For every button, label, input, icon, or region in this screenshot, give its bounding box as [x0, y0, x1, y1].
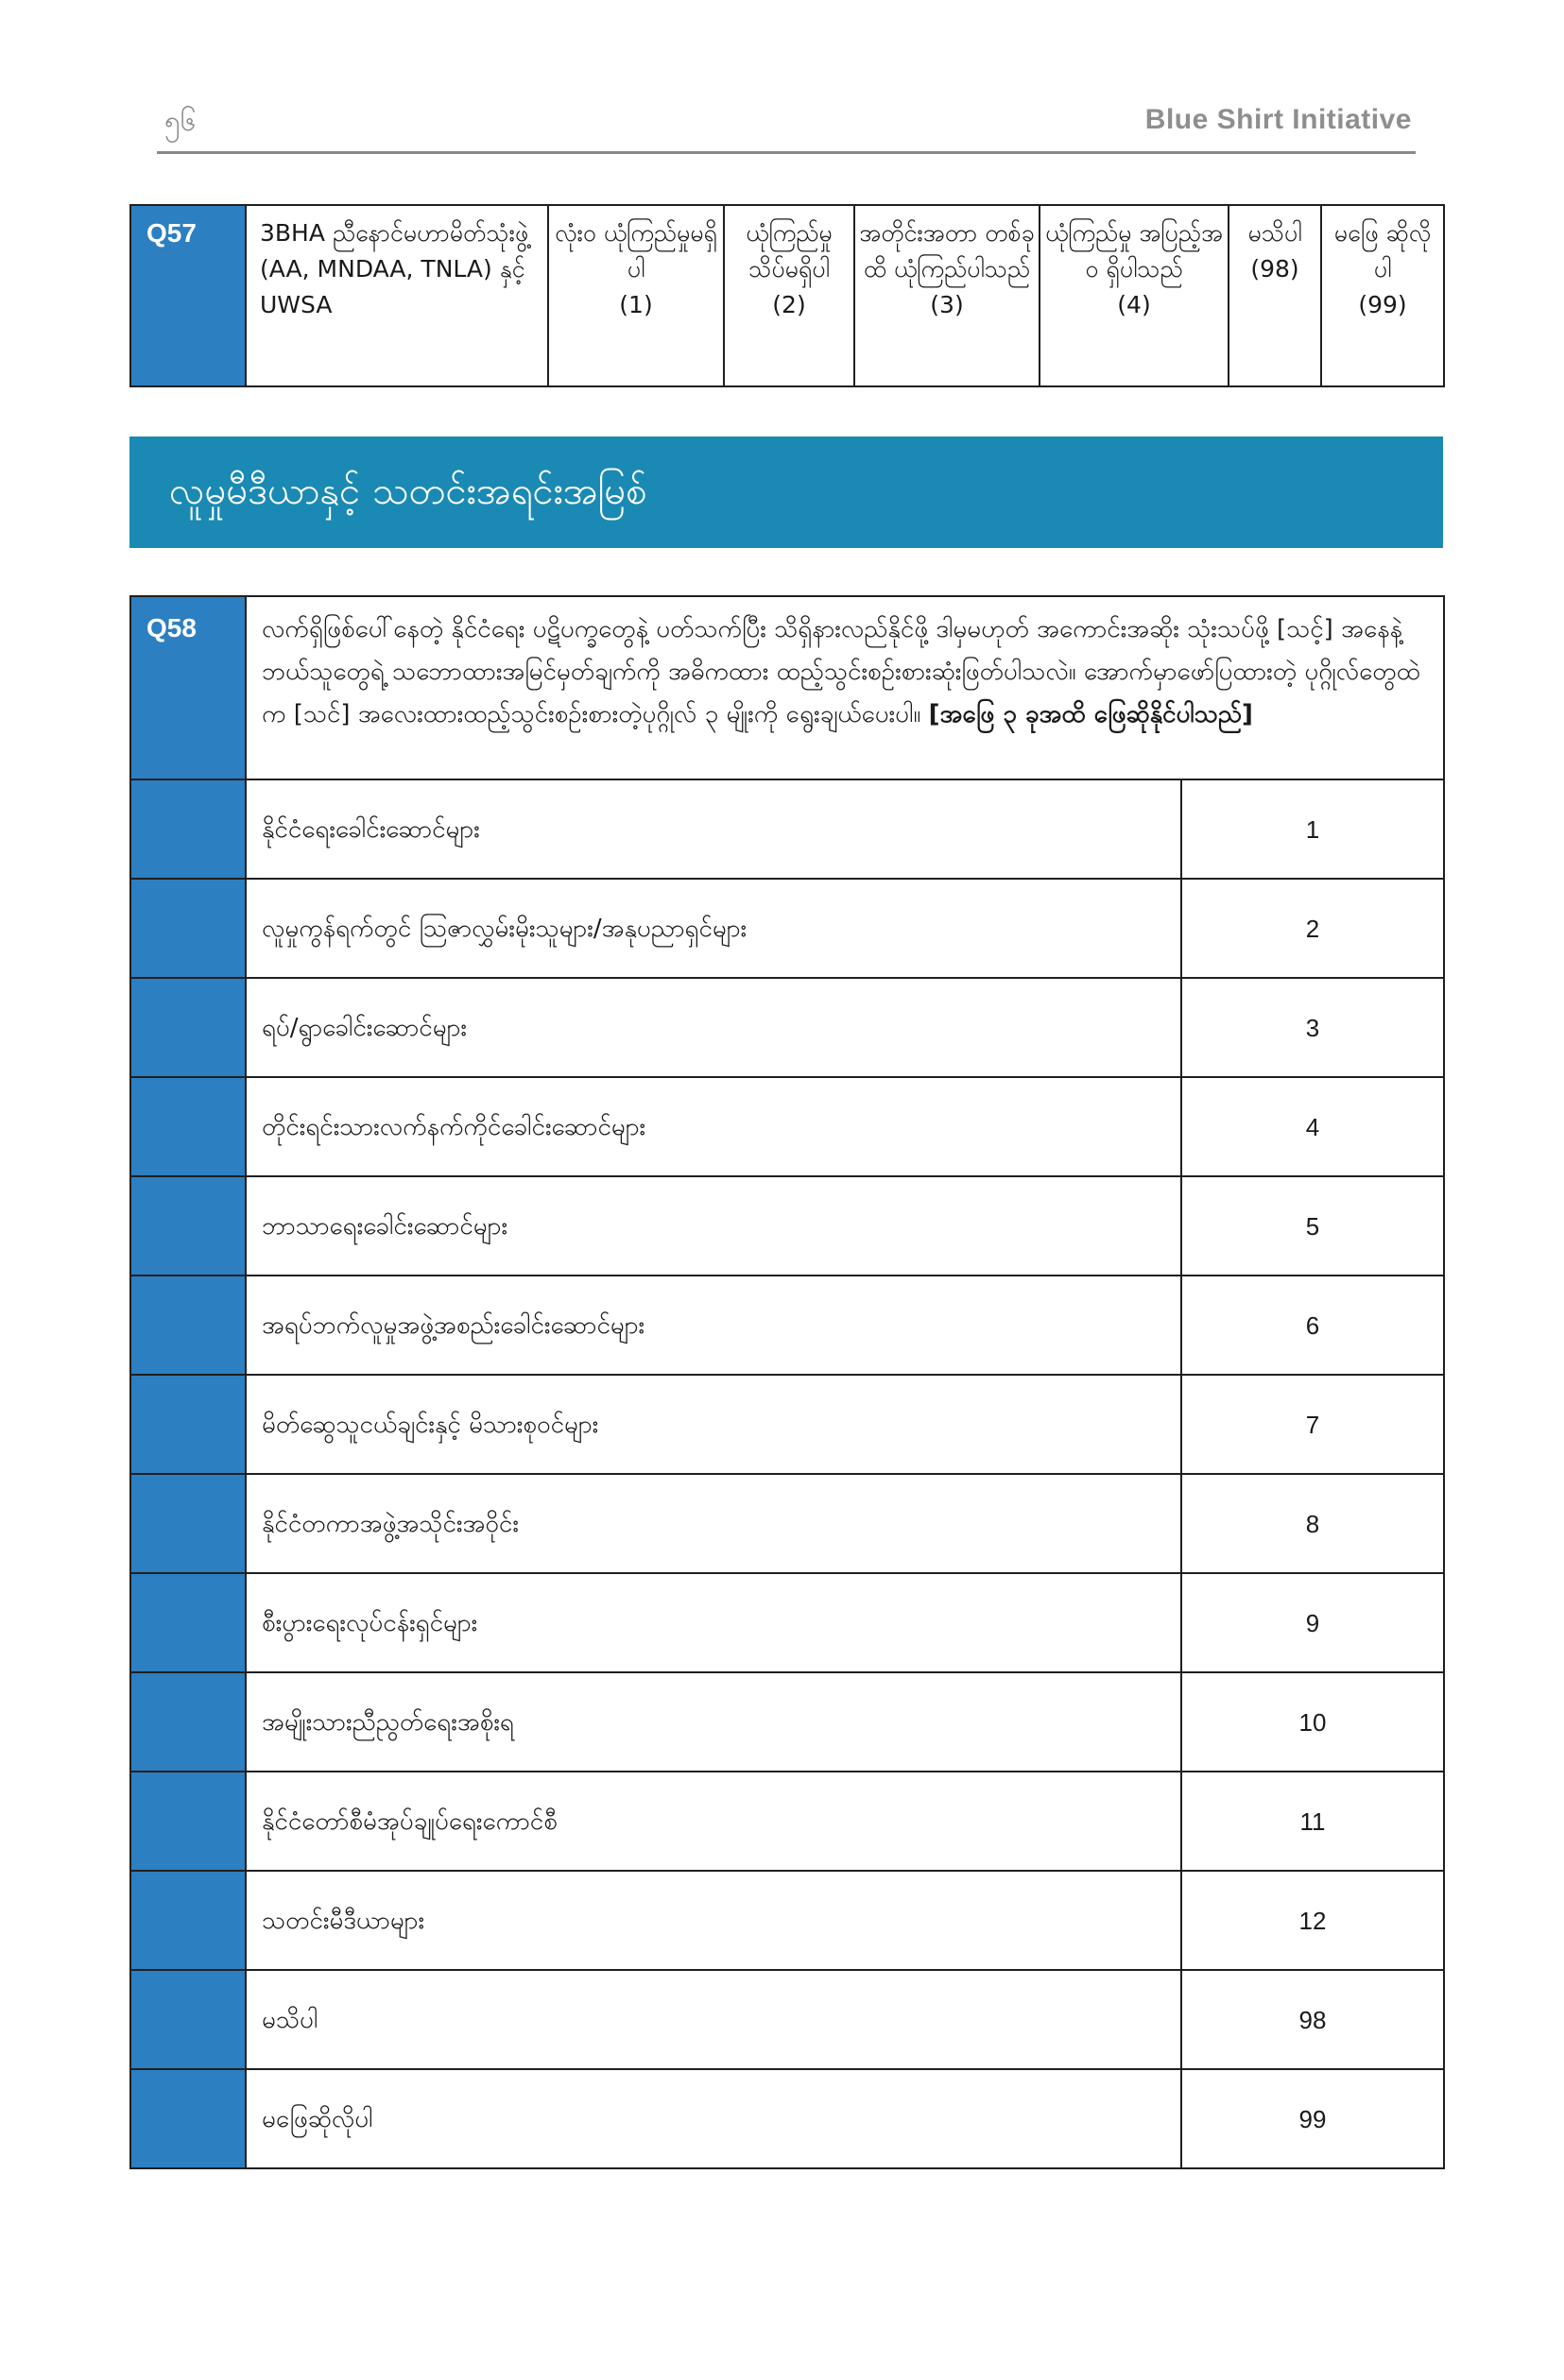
- q57-option: [1229, 205, 1321, 386]
- q57-option: [1321, 205, 1444, 386]
- option-code: 8: [1181, 1474, 1444, 1573]
- table-row: [130, 1871, 1444, 1970]
- option-label: အရပ်ဘက်လူမှုအဖွဲ့အစည်းခေါင်းဆောင်များ: [246, 1276, 1181, 1375]
- section-title: လူမှုမီဒီယာနှင့် သတင်းအရင်းအမြစ်: [169, 470, 647, 513]
- q58-options: [130, 779, 1444, 2168]
- option-label: တိုင်းရင်းသားလက်နက်ကိုင်ခေါင်းဆောင်များ: [246, 1077, 1181, 1176]
- q57-option-code: (1): [619, 291, 653, 318]
- option-label: မသိပါ: [246, 1970, 1181, 2069]
- table-row: [130, 1474, 1444, 1573]
- option-label: ရပ်/ရွာခေါင်းဆောင်များ: [246, 978, 1181, 1077]
- row-marker: [130, 1672, 246, 1772]
- table-row: [130, 1970, 1444, 2069]
- option-label: နိုင်ငံတကာအဖွဲ့အသိုင်းအဝိုင်း: [246, 1474, 1181, 1573]
- option-code: 5: [1181, 1176, 1444, 1276]
- option-code: 7: [1181, 1375, 1444, 1474]
- q57-option-label: ယုံကြည်မှု အပြည့်အဝ ရှိပါသည်: [1045, 219, 1223, 283]
- row-marker: [130, 1077, 246, 1176]
- row-marker: [130, 1772, 246, 1871]
- q57-option-code: (2): [772, 291, 806, 318]
- option-code: 2: [1181, 879, 1444, 978]
- row-marker: [130, 1176, 246, 1276]
- row-marker: [130, 978, 246, 1077]
- q57-option: [854, 205, 1040, 386]
- option-code: 3: [1181, 978, 1444, 1077]
- q58-id: Q58: [130, 596, 246, 779]
- option-label: မဖြေဆိုလိုပါ: [246, 2069, 1181, 2168]
- option-label: သတင်းမီဒီယာများ: [246, 1871, 1181, 1970]
- page-number: ၅၆: [164, 105, 197, 138]
- option-code: 12: [1181, 1871, 1444, 1970]
- q57-option-label: မဖြေ ဆိုလိုပါ: [1333, 219, 1432, 283]
- section-banner: [129, 437, 1443, 548]
- table-row: [130, 879, 1444, 978]
- option-code: 6: [1181, 1276, 1444, 1375]
- row-marker: [130, 779, 246, 879]
- option-label: မိတ်ဆွေသူငယ်ချင်းနှင့် မိသားစုဝင်များ: [246, 1375, 1181, 1474]
- option-label: နိုင်ငံရေးခေါင်းဆောင်များ: [246, 779, 1181, 879]
- option-code: 10: [1181, 1672, 1444, 1772]
- table-row: [130, 1077, 1444, 1176]
- option-label: လူမှုကွန်ရက်တွင် သြဇာလွှမ်းမိုးသူများ/အနုပညာရှင်များ: [246, 879, 1181, 978]
- q57-option-label: မသိပါ: [1247, 219, 1302, 247]
- row-marker: [130, 1871, 246, 1970]
- q57-table: [129, 204, 1445, 387]
- q57-id: Q57: [130, 205, 246, 386]
- q58-table: [129, 595, 1445, 2169]
- q58-instruction: [အဖြေ ၃ ခုအထိ ဖြေဆိုနိုင်ပါသည်]: [928, 700, 1253, 728]
- q57-option-code: (4): [1117, 291, 1151, 318]
- table-row: [130, 1772, 1444, 1871]
- row-marker: [130, 1375, 246, 1474]
- row-marker: [130, 1276, 246, 1375]
- option-code: 11: [1181, 1772, 1444, 1871]
- option-code: 9: [1181, 1573, 1444, 1672]
- q57-option-code: (98): [1250, 255, 1299, 283]
- q57-option-code: (99): [1358, 291, 1407, 318]
- option-code: 98: [1181, 1970, 1444, 2069]
- table-row: [130, 1672, 1444, 1772]
- row-marker: [130, 1573, 246, 1672]
- row-marker: [130, 1474, 246, 1573]
- q58-question: လက်ရှိဖြစ်ပေါ်နေတဲ့ နိုင်ငံရေး ပဋိပက္ခတွေနဲ့ ပတ်သက်ပြီး သိရှိနားလည်နိုင်ဖို့ ဒါမှမဟုတ် အကောင်းအဆိုး သုံးသပ်ဖို့ [သင့်] အနေနဲ့ ဘယ်သူတွေရဲ့ သဘောထားအမြင်မှတ်ချက်ကို အဓိကထား ထည့်သွင်းစဉ်းစားဆုံးဖြတ်ပါသလဲ။ အောက်မှာဖော်ပြထားတဲ့ ပုဂ္ဂိုလ်တွေထဲက [သင်] အလေးထားထည့်သွင်းစဉ်းစားတဲ့ပုဂ္ဂိုလ် ၃ မျိုးကို ရွေးချယ်ပေးပါ။: [262, 615, 1420, 728]
- option-label: စီးပွားရေးလုပ်ငန်းရှင်များ: [246, 1573, 1181, 1672]
- q57-question: 3BHA ညီနောင်မဟာမိတ်သုံးဖွဲ့ (AA, MNDAA, TNLA) နှင့် UWSA: [246, 205, 548, 386]
- option-label: နိုင်ငံတော်စီမံအုပ်ချုပ်ရေးကောင်စီ: [246, 1772, 1181, 1871]
- table-row: [130, 2069, 1444, 2168]
- q57-option-code: (3): [930, 291, 964, 318]
- table-row: [130, 1276, 1444, 1375]
- option-code: 99: [1181, 2069, 1444, 2168]
- header-title: Blue Shirt Initiative: [1144, 104, 1412, 135]
- option-label: ဘာသာရေးခေါင်းဆောင်များ: [246, 1176, 1181, 1276]
- table-row: [130, 1176, 1444, 1276]
- q57-option-label: လုံးဝ ယုံကြည်မှုမရှိပါ: [555, 219, 717, 283]
- q57-option: [724, 205, 854, 386]
- table-row: [130, 978, 1444, 1077]
- q57-option: [548, 205, 724, 386]
- table-row: [130, 1573, 1444, 1672]
- table-row: [130, 1375, 1444, 1474]
- row-marker: [130, 1970, 246, 2069]
- q57-option-label: အတိုင်းအတာ တစ်ခုထိ ယုံကြည်ပါသည်: [859, 219, 1035, 283]
- row-marker: [130, 879, 246, 978]
- option-label: အမျိုးသားညီညွတ်ရေးအစိုးရ: [246, 1672, 1181, 1772]
- option-code: 1: [1181, 779, 1444, 879]
- q57-option: [1040, 205, 1229, 386]
- q58-question-cell: [246, 596, 1444, 779]
- page-header: [157, 94, 1416, 154]
- option-code: 4: [1181, 1077, 1444, 1176]
- q57-option-label: ယုံကြည်မှု သိပ်မရှိပါ: [746, 219, 833, 283]
- row-marker: [130, 2069, 246, 2168]
- table-row: [130, 779, 1444, 879]
